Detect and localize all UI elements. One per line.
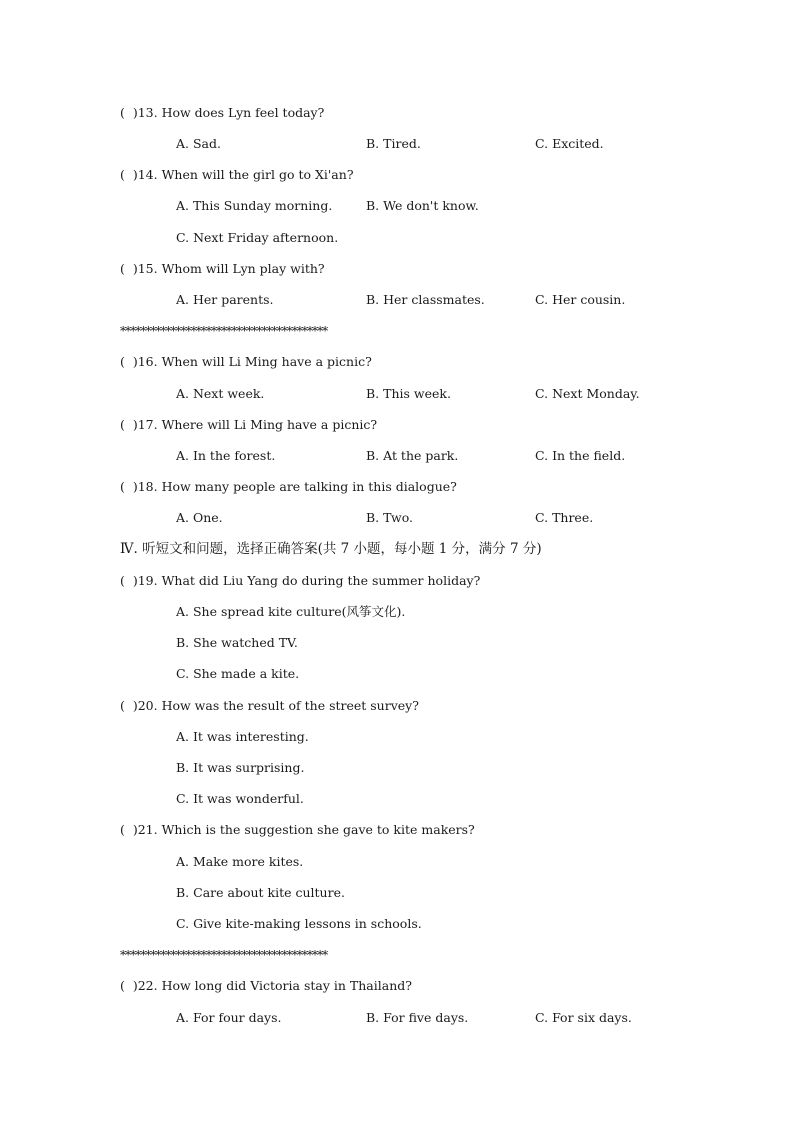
question-text: When will the girl go to Xi'an? <box>161 167 354 182</box>
answer-paren: ( ) <box>120 573 138 588</box>
question-text: When will Li Ming have a picnic? <box>161 354 372 369</box>
option-a: A. One. <box>176 510 223 525</box>
separator-stars: ***************************************** <box>120 323 328 338</box>
question-15 <box>120 261 325 277</box>
option-c: C. Next Friday afternoon. <box>176 230 339 245</box>
question-21 <box>120 822 475 838</box>
option-b: B. Tired. <box>366 136 421 151</box>
question-number: 19. <box>137 573 158 588</box>
answer-paren: ( ) <box>120 978 138 993</box>
option-a: A. She spread kite culture(风筝文化). <box>176 604 406 619</box>
option-b: B. This week. <box>366 386 451 401</box>
question-text: How long did Victoria stay in Thailand? <box>161 978 412 993</box>
question-number: 22. <box>137 978 158 993</box>
question-number: 13. <box>137 105 158 120</box>
question-text: Which is the suggestion she gave to kite makers? <box>161 822 475 837</box>
option-c: C. In the field. <box>535 448 626 463</box>
option-a: A. Next week. <box>176 386 265 401</box>
question-number: 18. <box>137 479 158 494</box>
answer-paren: ( ) <box>120 822 138 837</box>
answer-paren: ( ) <box>120 105 138 120</box>
answer-paren: ( ) <box>120 417 138 432</box>
question-number: 15. <box>137 261 158 276</box>
answer-paren: ( ) <box>120 354 138 369</box>
question-number: 14. <box>137 167 158 182</box>
answer-paren: ( ) <box>120 479 138 494</box>
option-c: C. Three. <box>535 510 594 525</box>
question-number: 20. <box>137 698 158 713</box>
option-b: B. It was surprising. <box>176 760 305 775</box>
option-a: A. Sad. <box>176 136 221 151</box>
question-text: How many people are talking in this dialogue? <box>161 479 457 494</box>
question-18 <box>120 479 457 495</box>
option-b: B. We don't know. <box>366 198 479 213</box>
question-number: 17. <box>137 417 158 432</box>
option-c: C. For six days. <box>535 1010 632 1025</box>
option-b: B. Two. <box>366 510 414 525</box>
separator-stars: ***************************************** <box>120 947 328 962</box>
question-number: 21. <box>137 822 158 837</box>
option-b: B. She watched TV. <box>176 635 298 650</box>
option-c: C. Next Monday. <box>535 386 640 401</box>
question-text: How does Lyn feel today? <box>161 105 325 120</box>
question-16 <box>120 354 372 370</box>
option-c: C. Excited. <box>535 136 604 151</box>
option-c: C. Her cousin. <box>535 292 626 307</box>
question-14 <box>120 167 354 183</box>
question-20 <box>120 698 419 714</box>
option-a: A. In the forest. <box>176 448 276 463</box>
option-a: A. It was interesting. <box>176 729 309 744</box>
answer-paren: ( ) <box>120 698 138 713</box>
question-17 <box>120 417 377 433</box>
option-b: B. Care about kite culture. <box>176 885 345 900</box>
option-c: C. She made a kite. <box>176 666 300 681</box>
answer-paren: ( ) <box>120 261 138 276</box>
option-a: A. Make more kites. <box>176 854 304 869</box>
option-c: C. Give kite-making lessons in schools. <box>176 916 422 931</box>
question-22 <box>120 978 412 994</box>
question-text: What did Liu Yang do during the summer holiday? <box>161 573 481 588</box>
question-number: 16. <box>137 354 158 369</box>
section-iv-heading: Ⅳ. 听短文和问题，选择正确答案(共 7 小题，每小题 1 分，满分 7 分) <box>120 541 542 557</box>
option-a: A. This Sunday morning. <box>176 198 333 213</box>
option-a: A. Her parents. <box>176 292 274 307</box>
option-c: C. It was wonderful. <box>176 791 304 806</box>
option-b: B. Her classmates. <box>366 292 485 307</box>
question-19 <box>120 573 480 589</box>
option-b: B. For five days. <box>366 1010 469 1025</box>
question-text: How was the result of the street survey? <box>161 698 419 713</box>
option-b: B. At the park. <box>366 448 459 463</box>
question-13 <box>120 105 324 121</box>
question-text: Where will Li Ming have a picnic? <box>161 417 378 432</box>
answer-paren: ( ) <box>120 167 138 182</box>
question-text: Whom will Lyn play with? <box>161 261 325 276</box>
option-a: A. For four days. <box>176 1010 282 1025</box>
